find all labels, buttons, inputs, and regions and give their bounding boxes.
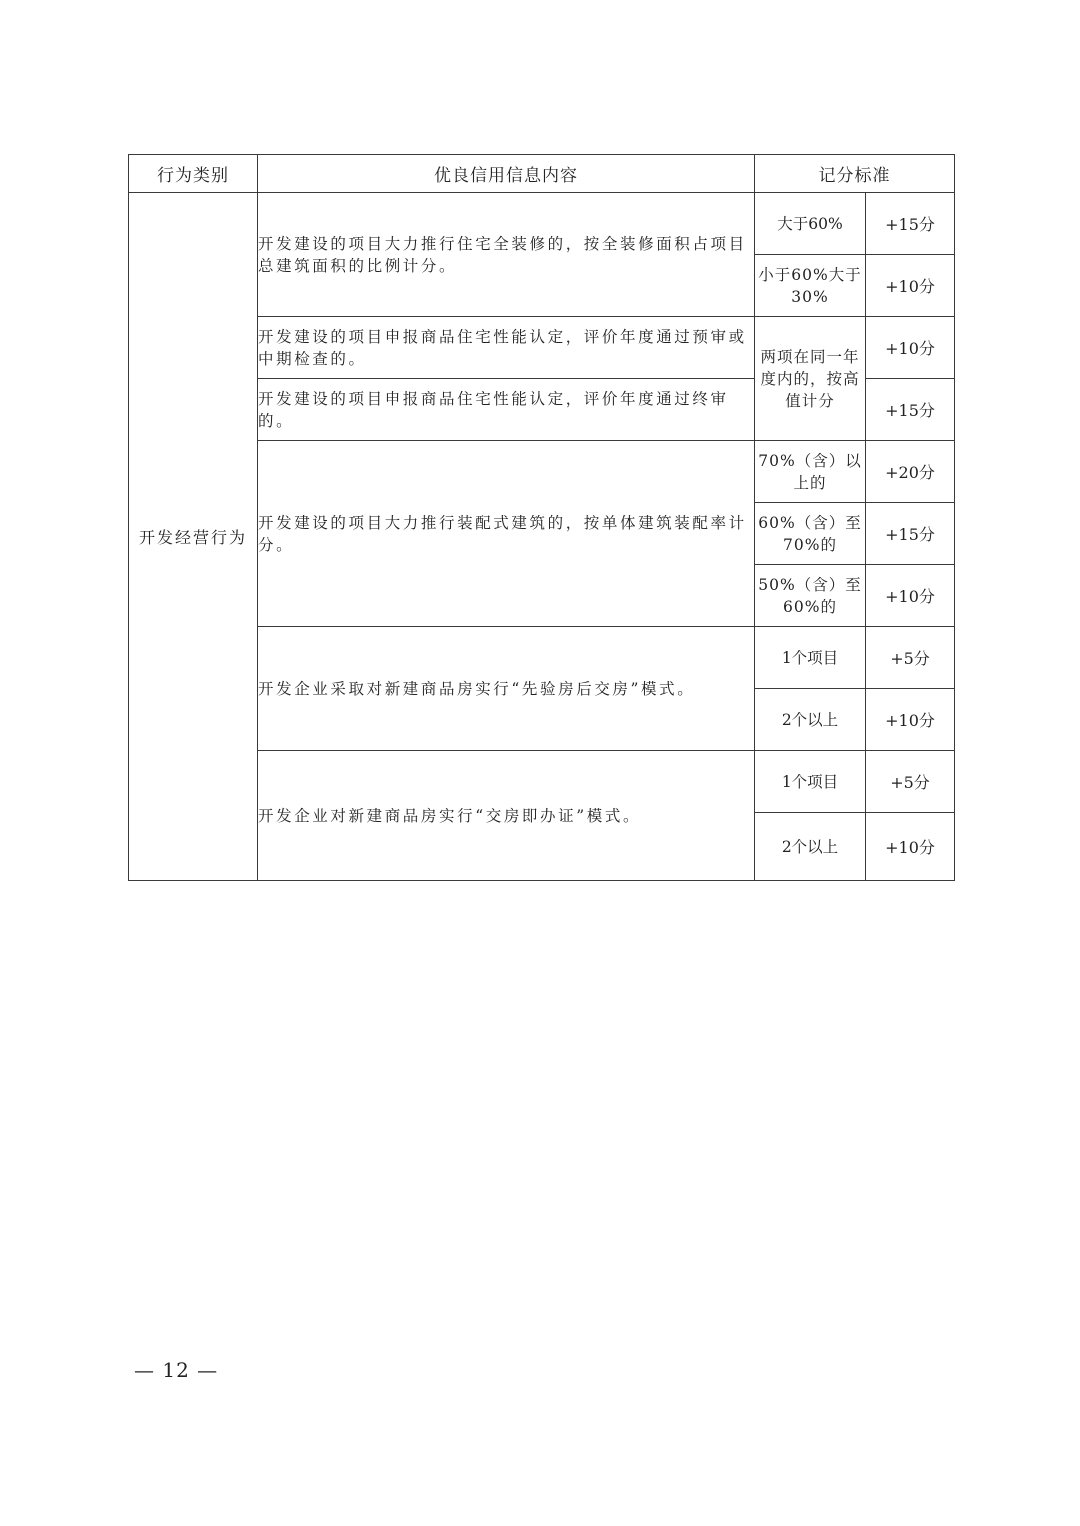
content-cell: 开发建设的项目申报商品住宅性能认定，评价年度通过终审的。 bbox=[258, 379, 755, 441]
content-cell: 开发建设的项目大力推行住宅全装修的，按全装修面积占项目总建筑面积的比例计分。 bbox=[258, 193, 755, 317]
points-cell: +15分 bbox=[866, 503, 955, 565]
header-behavior-category: 行为类别 bbox=[129, 155, 258, 193]
content-cell: 开发企业对新建商品房实行“交房即办证”模式。 bbox=[258, 751, 755, 881]
points-cell: +10分 bbox=[866, 255, 955, 317]
condition-cell: 1个项目 bbox=[755, 627, 866, 689]
points-cell: +10分 bbox=[866, 689, 955, 751]
condition-cell: 大于60% bbox=[755, 193, 866, 255]
category-cell: 开发经营行为 bbox=[129, 193, 258, 881]
condition-cell: 2个以上 bbox=[755, 813, 866, 881]
table-header-row bbox=[129, 155, 955, 193]
condition-cell: 两项在同一年度内的，按高值计分 bbox=[755, 317, 866, 441]
points-cell: +20分 bbox=[866, 441, 955, 503]
points-cell: +10分 bbox=[866, 317, 955, 379]
points-cell: +5分 bbox=[866, 751, 955, 813]
condition-cell: 1个项目 bbox=[755, 751, 866, 813]
table-row bbox=[129, 193, 955, 255]
points-cell: +10分 bbox=[866, 813, 955, 881]
content-cell: 开发企业采取对新建商品房实行“先验房后交房”模式。 bbox=[258, 627, 755, 751]
condition-cell: 2个以上 bbox=[755, 689, 866, 751]
points-cell: +15分 bbox=[866, 193, 955, 255]
content-cell: 开发建设的项目大力推行装配式建筑的，按单体建筑装配率计分。 bbox=[258, 441, 755, 627]
points-cell: +10分 bbox=[866, 565, 955, 627]
credit-score-table bbox=[128, 154, 955, 881]
points-cell: +15分 bbox=[866, 379, 955, 441]
content-cell: 开发建设的项目申报商品住宅性能认定，评价年度通过预审或中期检查的。 bbox=[258, 317, 755, 379]
header-credit-content: 优良信用信息内容 bbox=[258, 155, 755, 193]
condition-cell: 70%（含）以上的 bbox=[755, 441, 866, 503]
header-scoring-standard: 记分标准 bbox=[755, 155, 955, 193]
condition-cell: 60%（含）至70%的 bbox=[755, 503, 866, 565]
page-number: — 12 — bbox=[134, 1358, 219, 1382]
condition-cell: 50%（含）至60%的 bbox=[755, 565, 866, 627]
condition-cell: 小于60%大于30% bbox=[755, 255, 866, 317]
points-cell: +5分 bbox=[866, 627, 955, 689]
